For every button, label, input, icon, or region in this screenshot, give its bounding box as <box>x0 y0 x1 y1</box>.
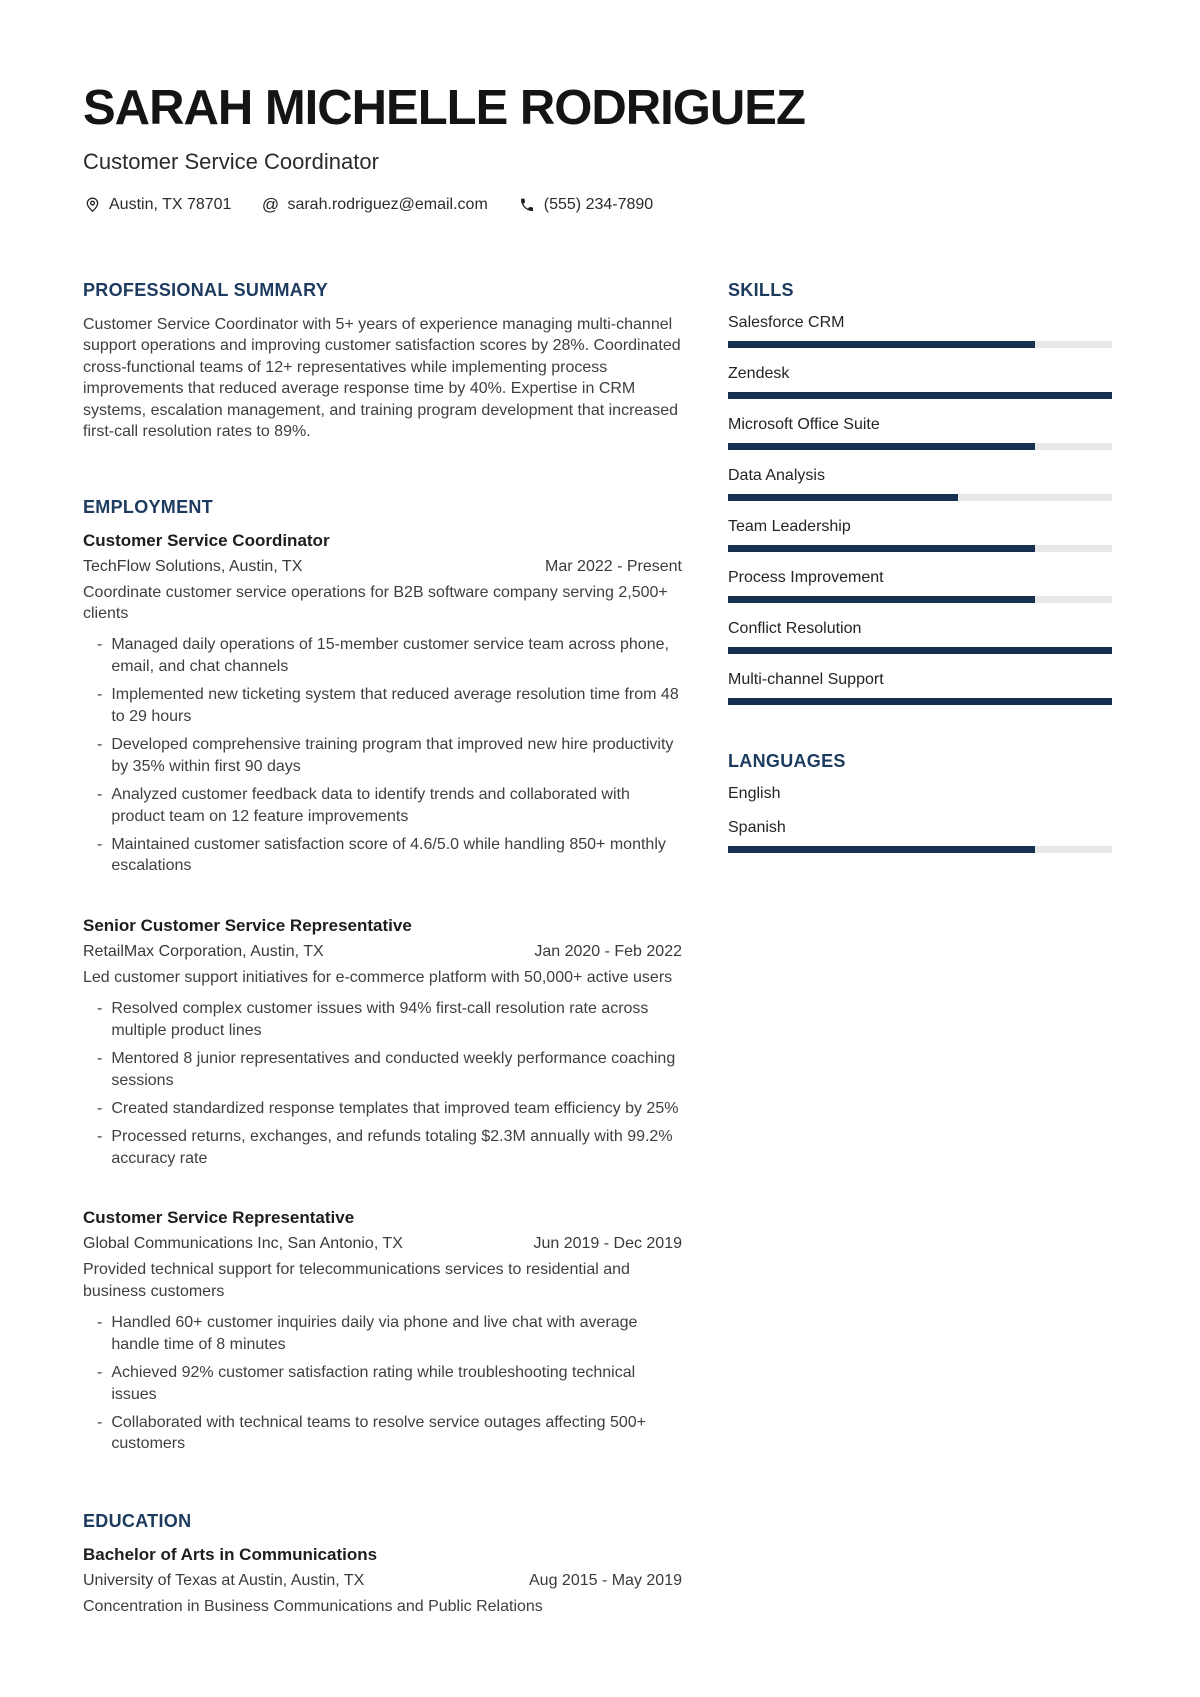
skill-bar-fill <box>728 846 1035 853</box>
job-bullets <box>83 634 682 876</box>
skill-label: Team Leadership <box>728 517 851 535</box>
job-meta-row <box>83 558 682 576</box>
skill-bar-fill <box>728 443 1035 450</box>
contact-row <box>83 196 1112 214</box>
job-dates: Jan 2020 - Feb 2022 <box>534 942 682 960</box>
education-meta-row <box>83 1572 682 1590</box>
bullet-item <box>83 834 682 877</box>
skill-bar-track <box>728 494 1112 501</box>
bullet-item <box>83 634 682 677</box>
bullet-item <box>83 1312 682 1355</box>
education-detail: Concentration in Business Communications and Public Relations <box>83 1597 543 1615</box>
languages-list <box>728 785 1112 853</box>
skill-item <box>728 785 1112 803</box>
job-meta-row <box>83 943 682 961</box>
education-school: University of Texas at Austin, Austin, TX <box>83 1571 365 1589</box>
jobs-list <box>83 531 682 1455</box>
phone-icon <box>518 196 536 214</box>
skill-bar-fill <box>728 494 958 501</box>
skill-label: Spanish <box>728 818 786 836</box>
bullet-item <box>83 784 682 827</box>
job-dates: Mar 2022 - Present <box>545 557 682 575</box>
skill-item <box>728 819 1112 853</box>
bullet-item <box>83 1048 682 1091</box>
skill-item <box>728 365 1112 399</box>
job-company: TechFlow Solutions, Austin, TX <box>83 557 303 575</box>
skill-bar-track <box>728 392 1112 399</box>
skill-bar-track <box>728 443 1112 450</box>
bullet-text: Maintained customer satisfaction score of 4.6/5.0 while handling 850+ monthly escalations <box>111 835 666 875</box>
education-dates: Aug 2015 - May 2019 <box>529 1571 682 1589</box>
bullet-text: Handled 60+ customer inquiries daily via phone and live chat with average handle time of 8 minutes <box>111 1314 638 1353</box>
job-bullets <box>83 998 682 1169</box>
contact-phone <box>518 196 653 214</box>
skill-bar-fill <box>728 596 1035 603</box>
bullet-text: Collaborated with technical teams to resolve service outages affecting 500+ customers <box>111 1413 647 1453</box>
bullet-marker: - <box>97 736 103 754</box>
bullet-marker: - <box>97 1413 103 1431</box>
skill-bar-track <box>728 545 1112 552</box>
skill-label: Process Improvement <box>728 568 884 586</box>
job-title: Customer Service Representative <box>83 1208 355 1228</box>
skill-item <box>728 416 1112 450</box>
contact-location <box>83 196 231 214</box>
job <box>83 916 682 1170</box>
skill-bar-fill <box>728 698 1112 705</box>
skill-bar-track <box>728 341 1112 348</box>
bullet-marker: - <box>97 636 103 654</box>
skill-label: Data Analysis <box>728 466 825 484</box>
bullet-text: Created standardized response templates that improved team efficiency by 25% <box>111 1100 679 1118</box>
job-meta-row <box>83 1235 682 1253</box>
bullet-item <box>83 1126 682 1169</box>
job <box>83 1208 682 1455</box>
bullet-text: Managed daily operations of 15-member customer service team across phone, email, and chat channels <box>111 636 669 675</box>
sidebar-column <box>728 280 1112 1617</box>
email-at-icon: @ <box>261 195 280 215</box>
contact-phone-text: (555) 234-7890 <box>543 195 654 213</box>
skill-item <box>728 569 1112 603</box>
skill-item <box>728 671 1112 705</box>
summary-heading: PROFESSIONAL SUMMARY <box>83 279 329 300</box>
bullet-marker: - <box>97 835 103 853</box>
skill-bar-fill <box>728 341 1035 348</box>
skill-bar-track <box>728 647 1112 654</box>
bullet-text: Analyzed customer feedback data to identify trends and collaborated with product team on 12 feature improvements <box>111 786 630 825</box>
bullet-marker: - <box>97 1314 103 1332</box>
person-title: Customer Service Coordinator <box>83 148 379 174</box>
bullet-item <box>83 734 682 777</box>
section-employment <box>83 497 682 1455</box>
skill-bar-fill <box>728 545 1035 552</box>
skill-bar-fill <box>728 392 1112 399</box>
bullet-marker: - <box>97 1100 103 1118</box>
skill-label: Zendesk <box>728 364 790 382</box>
job-description: Coordinate customer service operations for B2B software company serving 2,500+ clients <box>83 583 668 623</box>
bullet-marker: - <box>97 1000 103 1018</box>
skill-label: Salesforce CRM <box>728 313 845 331</box>
skills-heading: SKILLS <box>728 279 794 300</box>
job-bullets <box>83 1312 682 1455</box>
job-title: Senior Customer Service Representative <box>83 915 412 935</box>
section-languages <box>728 751 1112 853</box>
contact-email <box>261 196 487 214</box>
job-company: RetailMax Corporation, Austin, TX <box>83 942 324 960</box>
bullet-item <box>83 1412 682 1455</box>
section-professional-summary <box>83 280 682 443</box>
education-heading: EDUCATION <box>83 1510 192 1531</box>
skill-item <box>728 467 1112 501</box>
bullet-text: Developed comprehensive training program that improved new hire productivity by 35% within first 90 days <box>111 736 674 775</box>
skill-item <box>728 314 1112 348</box>
job-company: Global Communications Inc, San Antonio, TX <box>83 1235 403 1253</box>
education-degree: Bachelor of Arts in Communications <box>83 1544 378 1564</box>
job-dates: Jun 2019 - Dec 2019 <box>533 1235 682 1253</box>
bullet-text: Mentored 8 junior representatives and conducted weekly performance coaching sessions <box>111 1050 676 1089</box>
bullet-text: Achieved 92% customer satisfaction rating while troubleshooting technical issues <box>111 1364 636 1403</box>
bullet-marker: - <box>97 1364 103 1382</box>
contact-email-text: sarah.rodriguez@email.com <box>287 195 488 213</box>
bullet-text: Resolved complex customer issues with 94% first-call resolution rate across multiple product lines <box>111 1000 649 1039</box>
skill-label: English <box>728 784 781 802</box>
skill-label: Microsoft Office Suite <box>728 415 880 433</box>
skill-bar-track <box>728 698 1112 705</box>
skill-bar-track <box>728 596 1112 603</box>
bullet-marker: - <box>97 786 103 804</box>
skills-list <box>728 314 1112 705</box>
bullet-marker: - <box>97 686 103 704</box>
content-columns <box>83 280 1112 1617</box>
bullet-text: Implemented new ticketing system that reduced average resolution time from 48 to 29 hours <box>111 686 679 725</box>
contact-location-text: Austin, TX 78701 <box>109 195 232 213</box>
bullet-item <box>83 1098 682 1119</box>
job-description: Led customer support initiatives for e-commerce platform with 50,000+ active users <box>83 968 673 986</box>
job-description: Provided technical support for telecommunications services to residential and business customers <box>83 1261 630 1300</box>
job <box>83 531 682 877</box>
job-title: Customer Service Coordinator <box>83 530 330 550</box>
summary-text: Customer Service Coordinator with 5+ years of experience managing multi-channel support operations and improving customer satisfaction scores by 28%. Coordinated cross-functional teams of 12+ representatives while implementing process improvements that reduced average response time by 40%. Expertise in CRM systems, escalation management, and training program development that increased first-call resolution rates to 89%. <box>83 315 681 441</box>
employment-heading: EMPLOYMENT <box>83 496 214 517</box>
person-name: SARAH MICHELLE RODRIGUEZ <box>83 81 805 135</box>
skill-item <box>728 518 1112 552</box>
skill-bar-fill <box>728 647 1112 654</box>
skill-label: Conflict Resolution <box>728 619 862 637</box>
bullet-marker: - <box>97 1050 103 1068</box>
bullet-marker: - <box>97 1128 103 1146</box>
bullet-item <box>83 684 682 727</box>
main-column <box>83 280 682 1617</box>
skill-bar-track <box>728 846 1112 853</box>
section-education <box>83 1511 682 1617</box>
skill-item <box>728 620 1112 654</box>
bullet-item <box>83 998 682 1041</box>
languages-heading: LANGUAGES <box>728 750 846 771</box>
bullet-text: Processed returns, exchanges, and refunds totaling $2.3M annually with 99.2% accuracy rate <box>111 1128 673 1167</box>
skill-label: Multi-channel Support <box>728 670 884 688</box>
location-pin-icon <box>83 196 101 214</box>
bullet-item <box>83 1362 682 1405</box>
section-skills <box>728 280 1112 705</box>
